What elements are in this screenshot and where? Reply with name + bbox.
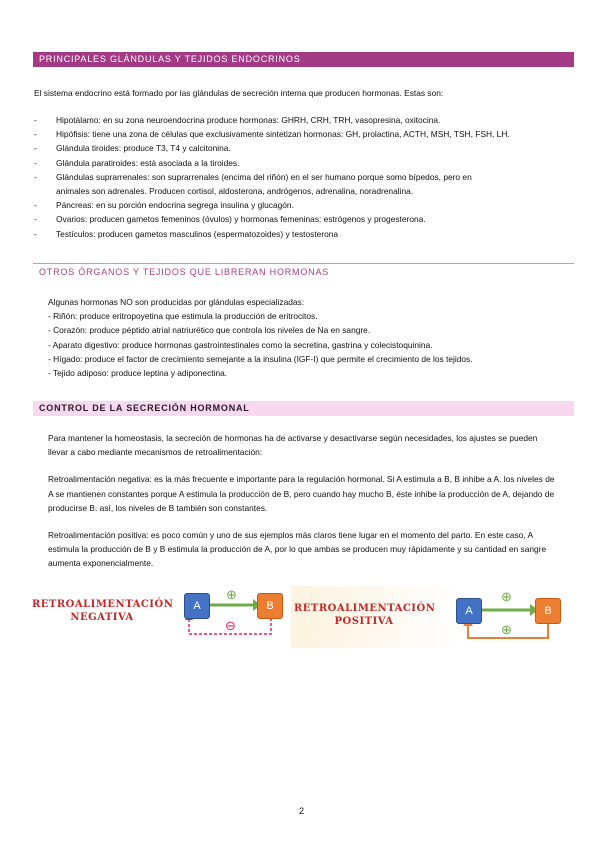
page-number: 2 [298,806,304,816]
control-paragraph: Para mantener la homeostasis, la secreción de hormonas ha de activarse y desactivarse según necesidades, los ajustes se pueden llevar a cabo mediante mecanismos de retroalimentación: [48,433,538,458]
list-item: - Glándula tiroides: produce T3, T4 y calcitonina. [34,141,510,155]
box-a-negative: A [184,593,210,619]
list-item: - Hipotálamo: en su zona neuroendocrina produce hormonas: GHRH, CRH, TRH, vasopresina, oxitocina. [34,113,510,127]
section-title-otros: OTROS ÓRGANOS Y TEJIDOS QUE LIBRERAN HORMONAS [33,263,574,279]
intro-paragraph: El sistema endocrino está formado por las glándulas de secreción interna que producen hormonas. Estas son: [34,88,444,98]
list-item: - Hígado: produce el factor de crecimiento semejante a la insulina (IGF-I) que permite el crecimiento de los tejidos. [48,353,473,364]
list-item: - Riñón: produce eritropoyetina que estimula la producción de eritrocitos. [48,311,318,322]
list-item: - Glándula paratiroides: está asociada a la tiroides. [34,156,510,170]
list-item: - Páncreas: en su porción endocrina segrega insulina y glucagón. [34,198,510,212]
section-title-control: CONTROL DE LA SECRECIÓN HORMONAL [33,401,574,416]
list-item: - Testículos: producen gametos masculinos (espermatozoides) y testosterona [34,227,510,241]
section-title-principales: PRINCIPALES GLÁNDULAS Y TEJIDOS ENDOCRINOS [33,52,574,67]
list-item: - Corazón: produce péptido atrial natriurético que controla los niveles de Na en sangre. [48,325,371,336]
positive-feedback-paragraph: Retroalimentación positiva: es poco común y uno de sus ejemplos más claros tiene lugar en el momento del parto. En este caso, A estimula la producción de B y B estimula la producción de A, por lo que ambas se producen muy rápidamente y su cantidad en sangre aumenta exponencialmente. [48,530,547,569]
plus-icon: ⊕ [226,587,237,602]
list-item: - Tejido adiposo: produce leptina y adiponectina. [48,368,228,379]
list-item: - Glándulas suprarrenales: son suprarrenales (encima del riñón) en el ser humano porque somo bípedos, pero en animales son adrenales. Producen cortisol, aldosterona, andrógenos, adrenalina, noradrenalina. [34,170,510,198]
plus-icon: ⊕ [501,622,512,637]
control-block [48,431,558,584]
negative-feedback-title: RETROALIMENTACIÓN NEGATIVA [32,599,174,623]
list-item: - Aparato digestivo: produce hormonas gastrointestinales como la secretina, gastrina y colecistoquinina. [48,339,433,350]
positive-feedback-title: RETROALIMENTACIÓN POSITIVA [294,603,436,627]
plus-icon: ⊕ [501,589,512,604]
other-organs-block [48,295,473,380]
list-item: - Hipófisis: tiene una zona de células que exclusivamente sintetizan hormonas: GH, prolactina, ACTH, MSH, TSH, FSH, LH. [34,127,510,141]
minus-icon: ⊖ [225,618,236,633]
glands-list [34,113,510,241]
box-b-negative: B [257,593,283,619]
negative-feedback-paragraph: Retroalimentación negativa: es la más frecuente e importante para la regulación hormonal. Si A estimula a B, B inhibe a A. los niveles de A se mantienen constantes porque A estimula la producción de B, pero cuando hay mucho B, éste inhibe la producción de A, dejando de producirse B. así, los niveles de B también son constantes. [48,474,555,513]
list-item: - Ovarios: producen gametos femeninos (óvulos) y hormonas femeninas: estrógenos y progesterona. [34,212,510,226]
other-intro: Algunas hormonas NO son producidas por glándulas especializadas: [48,297,305,307]
box-a-positive: A [456,598,482,624]
box-b-positive: B [535,598,561,624]
